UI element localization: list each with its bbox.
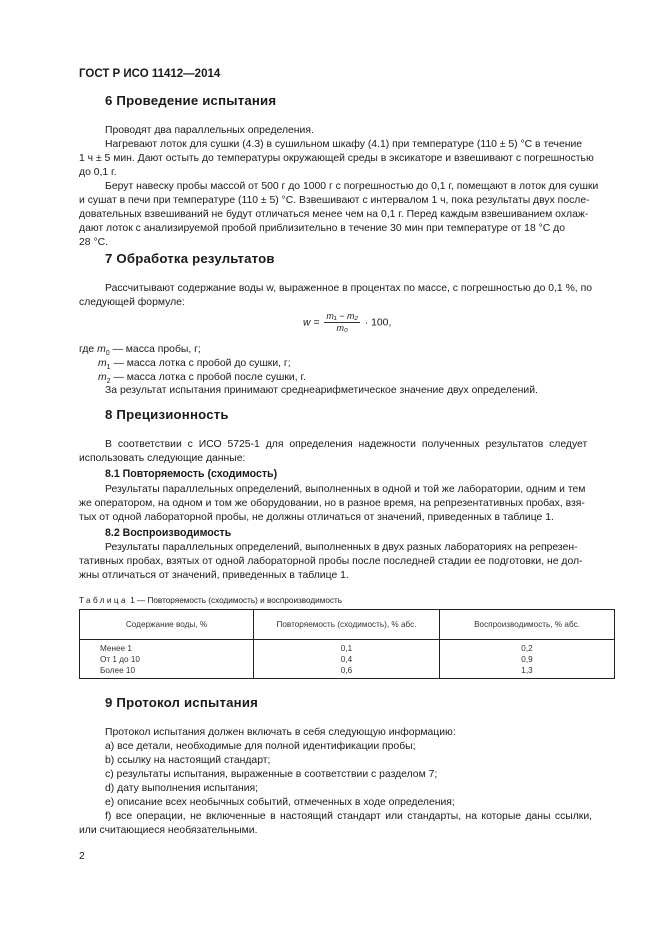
col-header-repeatability: Повторяемость (сходимость), % абс. — [254, 610, 440, 640]
s7-paragraph-2: За результат испытания принимают среднеарифметическое значение двух определений. — [105, 385, 538, 396]
table-header-row — [80, 610, 615, 640]
s82-line-2: тативных пробах, взятых от одной лабораторной пробы после последней стадии ее подготовки, не дол- — [79, 556, 583, 567]
s81-line-1: Результаты параллельных определений, выполненных в одной и той же лаборатории, одним и тем — [105, 484, 586, 495]
s9-item-d: d) дату выполнения испытания; — [105, 783, 259, 794]
s8-paragraph-1-line-2: использовать следующие данные: — [79, 453, 246, 464]
section-7-title: 7 Обработка результатов — [105, 251, 275, 266]
s6-paragraph-3-line-2: и сушат в печи при температуре (110 ± 5) °С. Взвешивают с интервалом 1 ч, пока результаты двух после- — [79, 195, 590, 206]
s6-paragraph-2-line-1: Нагревают лоток для сушки (4.3) в сушильном шкафу (4.1) при температуре (110 ± 5) °С в течение — [105, 139, 583, 150]
table-row: Менее 1 0,1 0,2 — [80, 640, 615, 655]
section-6-title: 6 Проведение испытания — [105, 93, 277, 108]
s9-item-c: c) результаты испытания, выраженные в соответствии с разделом 7; — [105, 769, 438, 780]
section-8-title: 8 Прецизионность — [105, 407, 229, 422]
s81-line-3: тых от одной лабораторной пробы, не должны отличаться от значений, приведенных в таблице 1. — [79, 512, 554, 523]
s6-paragraph-3-line-5: 28 °С. — [79, 237, 108, 248]
s9-item-e: e) описание всех необычных событий, отмеченных в ходе определения; — [105, 797, 455, 808]
table-1 — [79, 609, 615, 679]
s6-paragraph-3-line-3: довательных взвешиваний не будут отличаться менее чем на 0,1 г. Перед каждым взвешиванием охлаж- — [79, 209, 589, 220]
water-content-formula — [303, 311, 391, 334]
s6-paragraph-3-line-4: дают лоток с анализируемой пробой приблизительно в течение 30 мин при температуре от 18 °С до — [79, 223, 565, 234]
formula-numerator: m₁ − m₂ — [326, 311, 358, 321]
s9-item-a: a) все детали, необходимые для полной идентификации пробы; — [105, 741, 416, 752]
s9-item-f-line-2: или считающиеся необязательными. — [79, 825, 258, 836]
s9-item-b: b) ссылку на настоящий стандарт; — [105, 755, 271, 766]
document-header: ГОСТ Р ИСО 11412—2014 — [79, 68, 221, 80]
s8-paragraph-1-line-1: В соответствии с ИСО 5725-1 для определения надежности полученных результатов следует — [105, 439, 588, 450]
s7-paragraph-1-line-2: следующей формуле: — [79, 297, 185, 308]
table-row: Более 10 0,6 1,3 — [80, 665, 615, 679]
s6-paragraph-1: Проводят два параллельных определения. — [105, 125, 314, 136]
where-m2: $m_2$ — масса лотка с пробой после сушки, г. — [98, 372, 306, 386]
s6-paragraph-2-line-3: до 0,1 г. — [79, 167, 117, 178]
s7-paragraph-1-line-1: Рассчитывают содержание воды w, выраженное в процентах по массе, с погрешностью до 0,1 %, по — [105, 283, 592, 294]
section-8-2-title: 8.2 Воспроизводимость — [105, 527, 232, 539]
formula-lhs: w = — [303, 317, 320, 329]
s82-line-1: Результаты параллельных определений, выполненных в двух разных лабораториях на репрезен- — [105, 542, 578, 553]
formula-fraction — [324, 311, 360, 334]
page-number: 2 — [79, 851, 85, 862]
col-header-water-content: Содержание воды, % — [80, 610, 254, 640]
s6-paragraph-3-line-1: Берут навеску пробы массой от 500 г до 1000 г с погрешностью до 0,1 г, помещают в лоток для сушки — [105, 181, 599, 192]
table-row: От 1 до 10 0,4 0,9 — [80, 654, 615, 665]
where-m0: где $m_0$ — масса пробы, г; — [79, 344, 201, 358]
table-1-caption: Таблица 1 — Повторяемость (сходимость) и воспроизводимость — [79, 596, 343, 605]
formula-tail: · 100, — [364, 317, 392, 329]
s9-item-f-line-1: f) все операции, не включенные в настоящий стандарт или стандарты, на которые даны ссылки, — [105, 811, 593, 822]
section-8-1-title: 8.1 Повторяемость (сходимость) — [105, 468, 278, 480]
s6-paragraph-2-line-2: 1 ч ± 5 мин. Дают остыть до температуры окружающей среды в эксикаторе и взвешивают с погрешностью — [79, 153, 594, 164]
s82-line-3: жны отличаться от значений, приведенных в таблице 1. — [79, 570, 349, 581]
formula-denominator: m₀ — [336, 323, 348, 333]
s81-line-2: же оператором, на одном и том же оборудовании, но в разное время, на репрезентативных пробах, взя- — [79, 498, 585, 509]
section-9-title: 9 Протокол испытания — [105, 695, 259, 710]
where-m1: $m_1$ — масса лотка с пробой до сушки, г; — [98, 358, 291, 372]
col-header-reproducibility: Воспроизводимость, % абс. — [440, 610, 615, 640]
s9-intro: Протокол испытания должен включать в себя следующую информацию: — [105, 727, 456, 738]
